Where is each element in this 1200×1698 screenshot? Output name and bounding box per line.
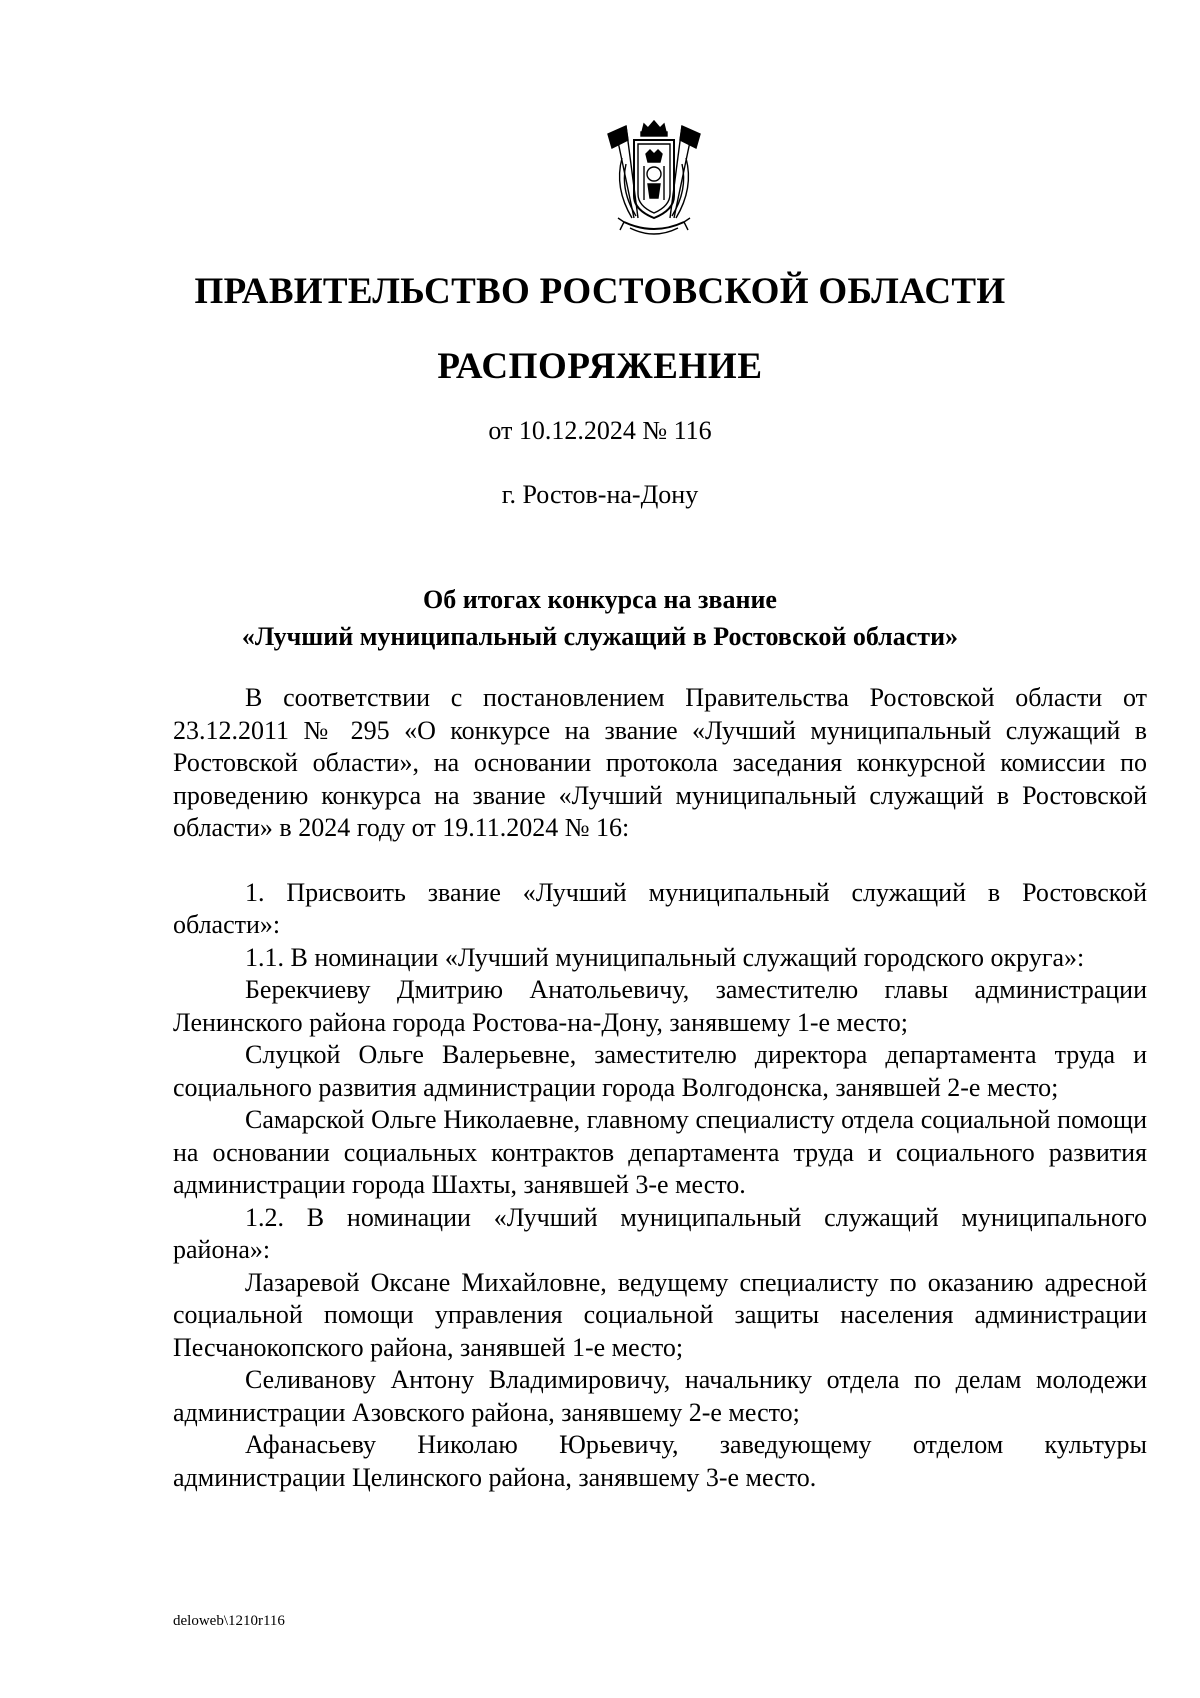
item-1-1-second-place: Слуцкой Ольге Валерьевне, заместителю директора департамента труда и социального развития администрации города Волгодонска, занявшей 2-е место; — [173, 1040, 1147, 1102]
item-1-2-second-place: Селиванову Антону Владимировичу, начальнику отдела по делам молодежи администрации Азовского района, занявшему 2-е место; — [173, 1365, 1147, 1427]
document-subject — [0, 581, 1200, 655]
file-reference: deloweb\1210r116 — [173, 1613, 285, 1629]
government-title: ПРАВИТЕЛЬСТВО РОСТОВСКОЙ ОБЛАСТИ — [194, 271, 1006, 312]
item-1: 1. Присвоить звание «Лучший муниципальный служащий в Ростовской области»: — [173, 877, 1147, 939]
item-1-2-third-place: Афанасьеву Николаю Юрьевичу, заведующему отделом культуры администрации Целинского района, занявшему 3-е место. — [173, 1430, 1147, 1492]
subject-line-1: Об итогах конкурса на звание — [423, 585, 777, 614]
coat-of-arms-icon — [604, 118, 704, 242]
item-1-2-first-place: Лазаревой Оксане Михайловне, ведущему специалисту по оказанию адресной социальной помощи управления социальной защиты населения администрации Песчанокопского района, занявшей 1-е место; — [173, 1267, 1147, 1362]
document-type: РАСПОРЯЖЕНИЕ — [437, 346, 763, 387]
item-1-1-third-place: Самарской Ольге Николаевне, главному специалисту отдела социальной помощи на основании социальных контрактов департамента труда и социального развития администрации города Шахты, занявшей 3-е место. — [173, 1105, 1147, 1199]
preamble-paragraph: В соответствии с постановлением Правительства Ростовской области от 23.12.2011 № 295 «О конкурсе на звание «Лучший муниципальный служащий в Ростовской области», на основании протокола заседания конкурсной комиссии по проведению конкурса на звание «Лучший муниципальный служащий в Ростовской области» в 2024 году от 19.11.2024 № 16: — [173, 683, 1147, 842]
item-1-2: 1.2. В номинации «Лучший муниципальный служащий муниципального района»: — [173, 1202, 1147, 1264]
subject-line-2: «Лучший муниципальный служащий в Ростовской области» — [241, 622, 959, 651]
item-1-1-first-place: Берекчиеву Дмитрию Анатольевичу, заместителю главы администрации Ленинского района города Ростова-на-Дону, занявшему 1-е место; — [173, 975, 1147, 1037]
city: г. Ростов-на-Дону — [501, 480, 699, 509]
paragraph-gap — [173, 845, 1147, 877]
document-body — [173, 682, 1147, 1494]
date-number: от 10.12.2024 № 116 — [488, 416, 712, 445]
item-1-1: 1.1. В номинации «Лучший муниципальный служащий городского округа»: — [245, 942, 1085, 972]
